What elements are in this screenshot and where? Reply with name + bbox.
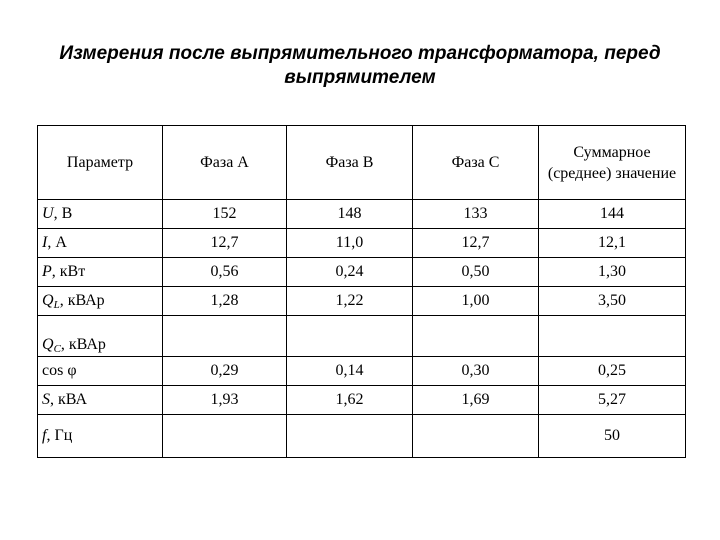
table-cell: 0,30 — [413, 357, 539, 386]
row-label-frequency: f, Гц — [38, 415, 163, 458]
table-row — [38, 357, 686, 386]
table-cell: 0,50 — [413, 258, 539, 287]
header-parameter: Параметр — [38, 126, 163, 200]
table-cell: 0,24 — [287, 258, 413, 287]
table-cell: 0,14 — [287, 357, 413, 386]
table-cell: 1,62 — [287, 386, 413, 415]
table-cell: 0,25 — [539, 357, 686, 386]
table-cell — [287, 415, 413, 458]
table-cell: 12,7 — [413, 229, 539, 258]
table-cell — [413, 316, 539, 357]
table-cell: 5,27 — [539, 386, 686, 415]
row-label-current: I, А — [38, 229, 163, 258]
table-row — [38, 316, 686, 357]
table-header-row — [38, 126, 686, 200]
table-cell: 3,50 — [539, 287, 686, 316]
table-cell: 148 — [287, 200, 413, 229]
table-cell: 1,30 — [539, 258, 686, 287]
table-row — [38, 415, 686, 458]
table-cell — [163, 415, 287, 458]
table-cell: 1,93 — [163, 386, 287, 415]
table-cell: 0,29 — [163, 357, 287, 386]
table-cell — [287, 316, 413, 357]
table-cell: 1,28 — [163, 287, 287, 316]
header-phase-b: Фаза B — [287, 126, 413, 200]
measurements-table — [37, 125, 686, 458]
table-cell: 50 — [539, 415, 686, 458]
table-row — [38, 200, 686, 229]
table-cell: 0,56 — [163, 258, 287, 287]
row-label-voltage: U, В — [38, 200, 163, 229]
table-cell: 144 — [539, 200, 686, 229]
table-row — [38, 258, 686, 287]
table-cell: 1,22 — [287, 287, 413, 316]
row-label-active-power: P, кВт — [38, 258, 163, 287]
row-label-apparent-power: S, кВА — [38, 386, 163, 415]
table-cell — [413, 415, 539, 458]
table-row — [38, 386, 686, 415]
table-cell: 133 — [413, 200, 539, 229]
header-total: Суммарное (среднее) значение — [539, 126, 686, 200]
table-cell: 152 — [163, 200, 287, 229]
table-cell — [539, 316, 686, 357]
table-row — [38, 287, 686, 316]
table-cell: 1,69 — [413, 386, 539, 415]
header-phase-c: Фаза C — [413, 126, 539, 200]
row-label-power-factor: cos φ — [38, 357, 163, 386]
table-cell — [163, 316, 287, 357]
table-cell: 12,7 — [163, 229, 287, 258]
row-label-reactive-power-l: $Q_L$, кВАр — [38, 287, 163, 316]
table-cell: 1,00 — [413, 287, 539, 316]
row-label-reactive-power-c: $Q_C$, кВАр — [38, 316, 163, 357]
page-title: Измерения после выпрямительного трансформатора, перед выпрямителем — [59, 43, 661, 88]
table-cell: 11,0 — [287, 229, 413, 258]
header-phase-a: Фаза A — [163, 126, 287, 200]
table-cell: 12,1 — [539, 229, 686, 258]
table-row — [38, 229, 686, 258]
